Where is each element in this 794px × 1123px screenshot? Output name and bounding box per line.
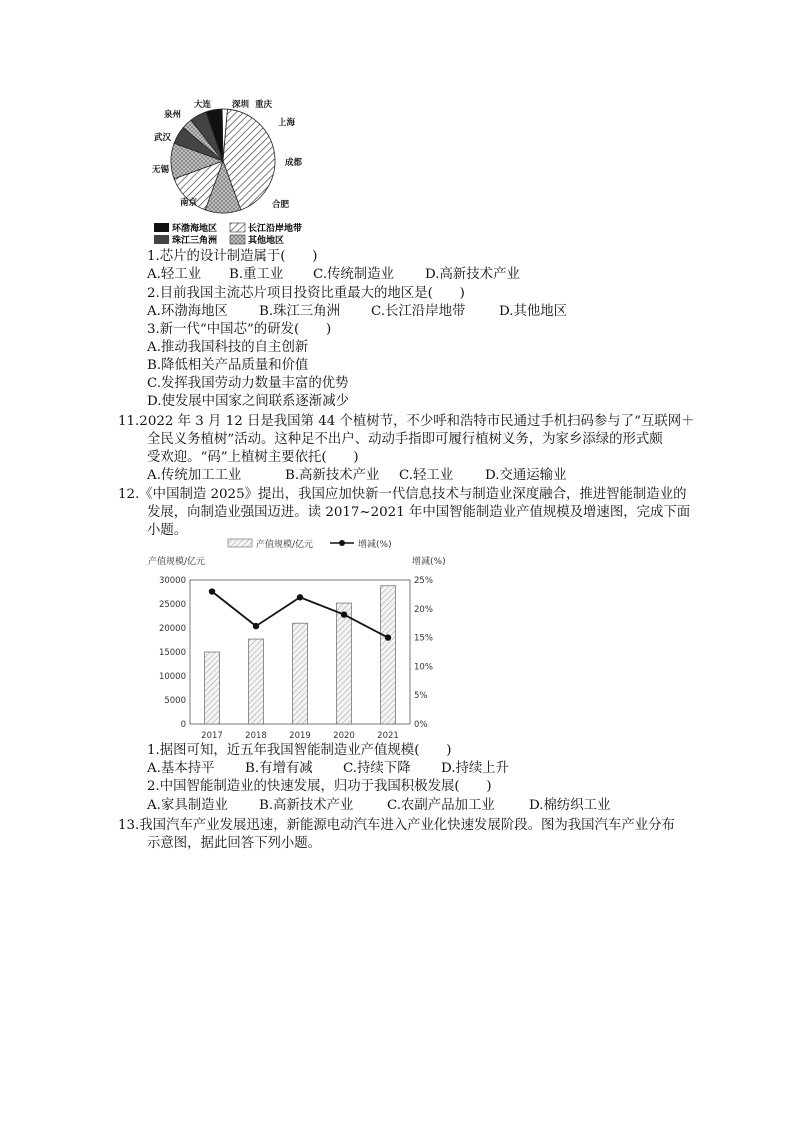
q10-1-option-b[interactable]: B.重工业	[229, 267, 284, 282]
growth-point-2021	[385, 634, 391, 640]
y-right-tick-label: 25%	[414, 576, 433, 586]
q12-2-option-b[interactable]: B.高新技术产业	[259, 798, 354, 813]
legend-changjiang: 长江沿岸地带	[248, 224, 303, 234]
bar-2018	[249, 639, 264, 724]
y-right-tick-label: 0%	[414, 720, 428, 730]
pie-label: 成都	[285, 158, 303, 168]
q11-option-d[interactable]: D.交通运输业	[485, 468, 567, 483]
q12-1-option-b[interactable]: B.有增有减	[245, 761, 313, 776]
pie-figure	[140, 95, 360, 250]
q10-3-option-d[interactable]: D.使发展中国家之间联系逐渐减少	[147, 394, 349, 409]
q10-1-option-d[interactable]: D.高新技术产业	[425, 267, 520, 282]
x-tick-label: 2017	[201, 731, 223, 741]
q10-1-option-a[interactable]: A.轻工业	[147, 267, 202, 282]
q12-2-option-d[interactable]: D.棉纺织工业	[529, 798, 611, 813]
q10-2-options	[147, 303, 567, 321]
legend-line-label: 增减(%)	[358, 540, 392, 550]
q10-2-option-a[interactable]: A.环渤海地区	[147, 304, 228, 319]
legend-bohai: 环渤海地区	[172, 224, 218, 234]
q10-1-stem: 1.芯片的设计制造属于( )	[147, 249, 318, 264]
legend-bar-swatch	[228, 539, 252, 547]
bar-2017	[205, 652, 220, 724]
q12-2-option-a[interactable]: A.家具制造业	[147, 798, 228, 813]
growth-point-2018	[253, 623, 259, 629]
pie-label: 上海	[278, 118, 296, 128]
x-tick-label: 2020	[333, 731, 355, 741]
pie-label: 合肥	[272, 200, 290, 210]
q11-option-b[interactable]: B.高新技术产业	[285, 468, 380, 483]
q13-line-2: 示意图，据此回答下列小题。	[147, 836, 322, 851]
q11-option-a[interactable]: A.传统加工工业	[147, 468, 242, 483]
q12-line-3: 小题。	[147, 523, 188, 538]
legend-bar-label: 产值规模/亿元	[256, 540, 314, 550]
production-chart	[140, 535, 450, 745]
q10-2-stem: 2.目前我国主流芯片项目投资比重最大的地区是( )	[147, 286, 465, 301]
q11-line-3: 受欢迎。“码”上植树主要依托( )	[147, 450, 359, 465]
q12-1-option-d[interactable]: D.持续上升	[441, 761, 510, 776]
x-tick-label: 2018	[245, 731, 267, 741]
pie-label: 大连	[194, 100, 212, 110]
growth-point-2019	[297, 594, 303, 600]
y-left-tick-label: 20000	[158, 624, 186, 634]
q10-3-stem: 3.新一代“中国芯”的研发( )	[147, 322, 332, 337]
x-tick-label: 2021	[377, 731, 399, 741]
y-left-tick-label: 15000	[158, 648, 186, 658]
y-right-tick-label: 20%	[414, 604, 433, 615]
q12-2-option-c[interactable]: C.农副产品加工业	[387, 798, 495, 813]
q10-3-option-c[interactable]: C.发挥我国劳动力数量丰富的优势	[147, 376, 349, 391]
q12-1-option-a[interactable]: A.基本持平	[147, 761, 215, 776]
y-left-tick-label: 10000	[158, 672, 186, 682]
y-right-tick-label: 10%	[414, 662, 433, 673]
y-left-tick-label: 30000	[158, 576, 186, 586]
q11-line-2: 全民义务植树”活动。这种足不出户、动动手指即可履行植树义务，为家乡添绿的形式颇	[147, 432, 663, 447]
y-right-tick-label: 15%	[414, 633, 433, 644]
growth-point-2017	[209, 588, 215, 594]
q12-1-options	[147, 760, 509, 778]
q12-line-2: 发展，向制造业强国迈进。读 2017~2021 年中国智能制造业产值规模及增速图，完成下面	[147, 505, 691, 520]
y-left-tick-label: 0	[180, 720, 186, 730]
q12-1-option-c[interactable]: C.持续下降	[343, 761, 411, 776]
pie-label: 重庆	[255, 100, 273, 110]
pie-label: 泉州	[164, 110, 182, 120]
legend-zhujiang: 珠江三角洲	[172, 236, 218, 246]
q13-line-1: 13.我国汽车产业发展迅速，新能源电动汽车进入产业化快速发展阶段。图为我国汽车产业分布	[118, 818, 675, 833]
y-axis-right-title: 增减(%)	[412, 557, 446, 567]
q12-2-options	[147, 797, 610, 815]
q12-2-stem: 2.中国智能制造业的快速发展，归功于我国积极发展( )	[147, 779, 492, 794]
growth-point-2020	[341, 611, 347, 617]
pie-label: 南京	[180, 198, 198, 208]
q11-option-c[interactable]: C.轻工业	[399, 468, 454, 483]
legend-swatch-zhujiang	[154, 235, 169, 244]
q10-1-option-c[interactable]: C.传统制造业	[313, 267, 394, 282]
pie-label: 深圳	[232, 100, 250, 110]
legend-line-marker	[339, 540, 345, 546]
q12-1-stem: 1.据图可知，近五年我国智能制造业产值规模( )	[147, 743, 452, 758]
legend-other: 其他地区	[248, 236, 285, 246]
q12-line-1: 12.《中国制造 2025》提出，我国应加快新一代信息技术与制造业深度融合，推进智能制造业的	[118, 487, 687, 502]
q11-line-1: 11.2022 年 3 月 12 日是我国第 44 个植树节，不少呼和浩特市民通过手机扫码参与了“互联网＋	[118, 414, 695, 429]
q10-3-option-b[interactable]: B.降低相关产品质量和价值	[147, 358, 309, 373]
y-right-tick-label: 5%	[414, 691, 428, 702]
pie-label: 无锡	[152, 165, 170, 175]
y-left-tick-label: 25000	[158, 600, 186, 610]
q10-2-option-b[interactable]: B.珠江三角洲	[259, 304, 341, 319]
legend-swatch-changjiang	[230, 223, 245, 232]
q10-2-option-d[interactable]: D.其他地区	[499, 304, 568, 319]
legend-swatch-bohai	[154, 223, 169, 232]
bar-2021	[381, 586, 396, 724]
q10-2-option-c[interactable]: C.长江沿岸地带	[371, 304, 466, 319]
y-left-tick-label: 5000	[164, 696, 186, 706]
q10-3-option-a[interactable]: A.推动我国科技的自主创新	[147, 340, 309, 355]
y-axis-left-title: 产值规模/亿元	[148, 557, 206, 567]
bar-2019	[293, 623, 308, 724]
bar-2020	[337, 603, 352, 724]
x-tick-label: 2019	[289, 731, 311, 741]
q10-1-options	[147, 266, 520, 284]
q11-options	[147, 467, 566, 485]
pie-label: 武汉	[154, 133, 172, 143]
legend-swatch-other	[230, 235, 245, 244]
